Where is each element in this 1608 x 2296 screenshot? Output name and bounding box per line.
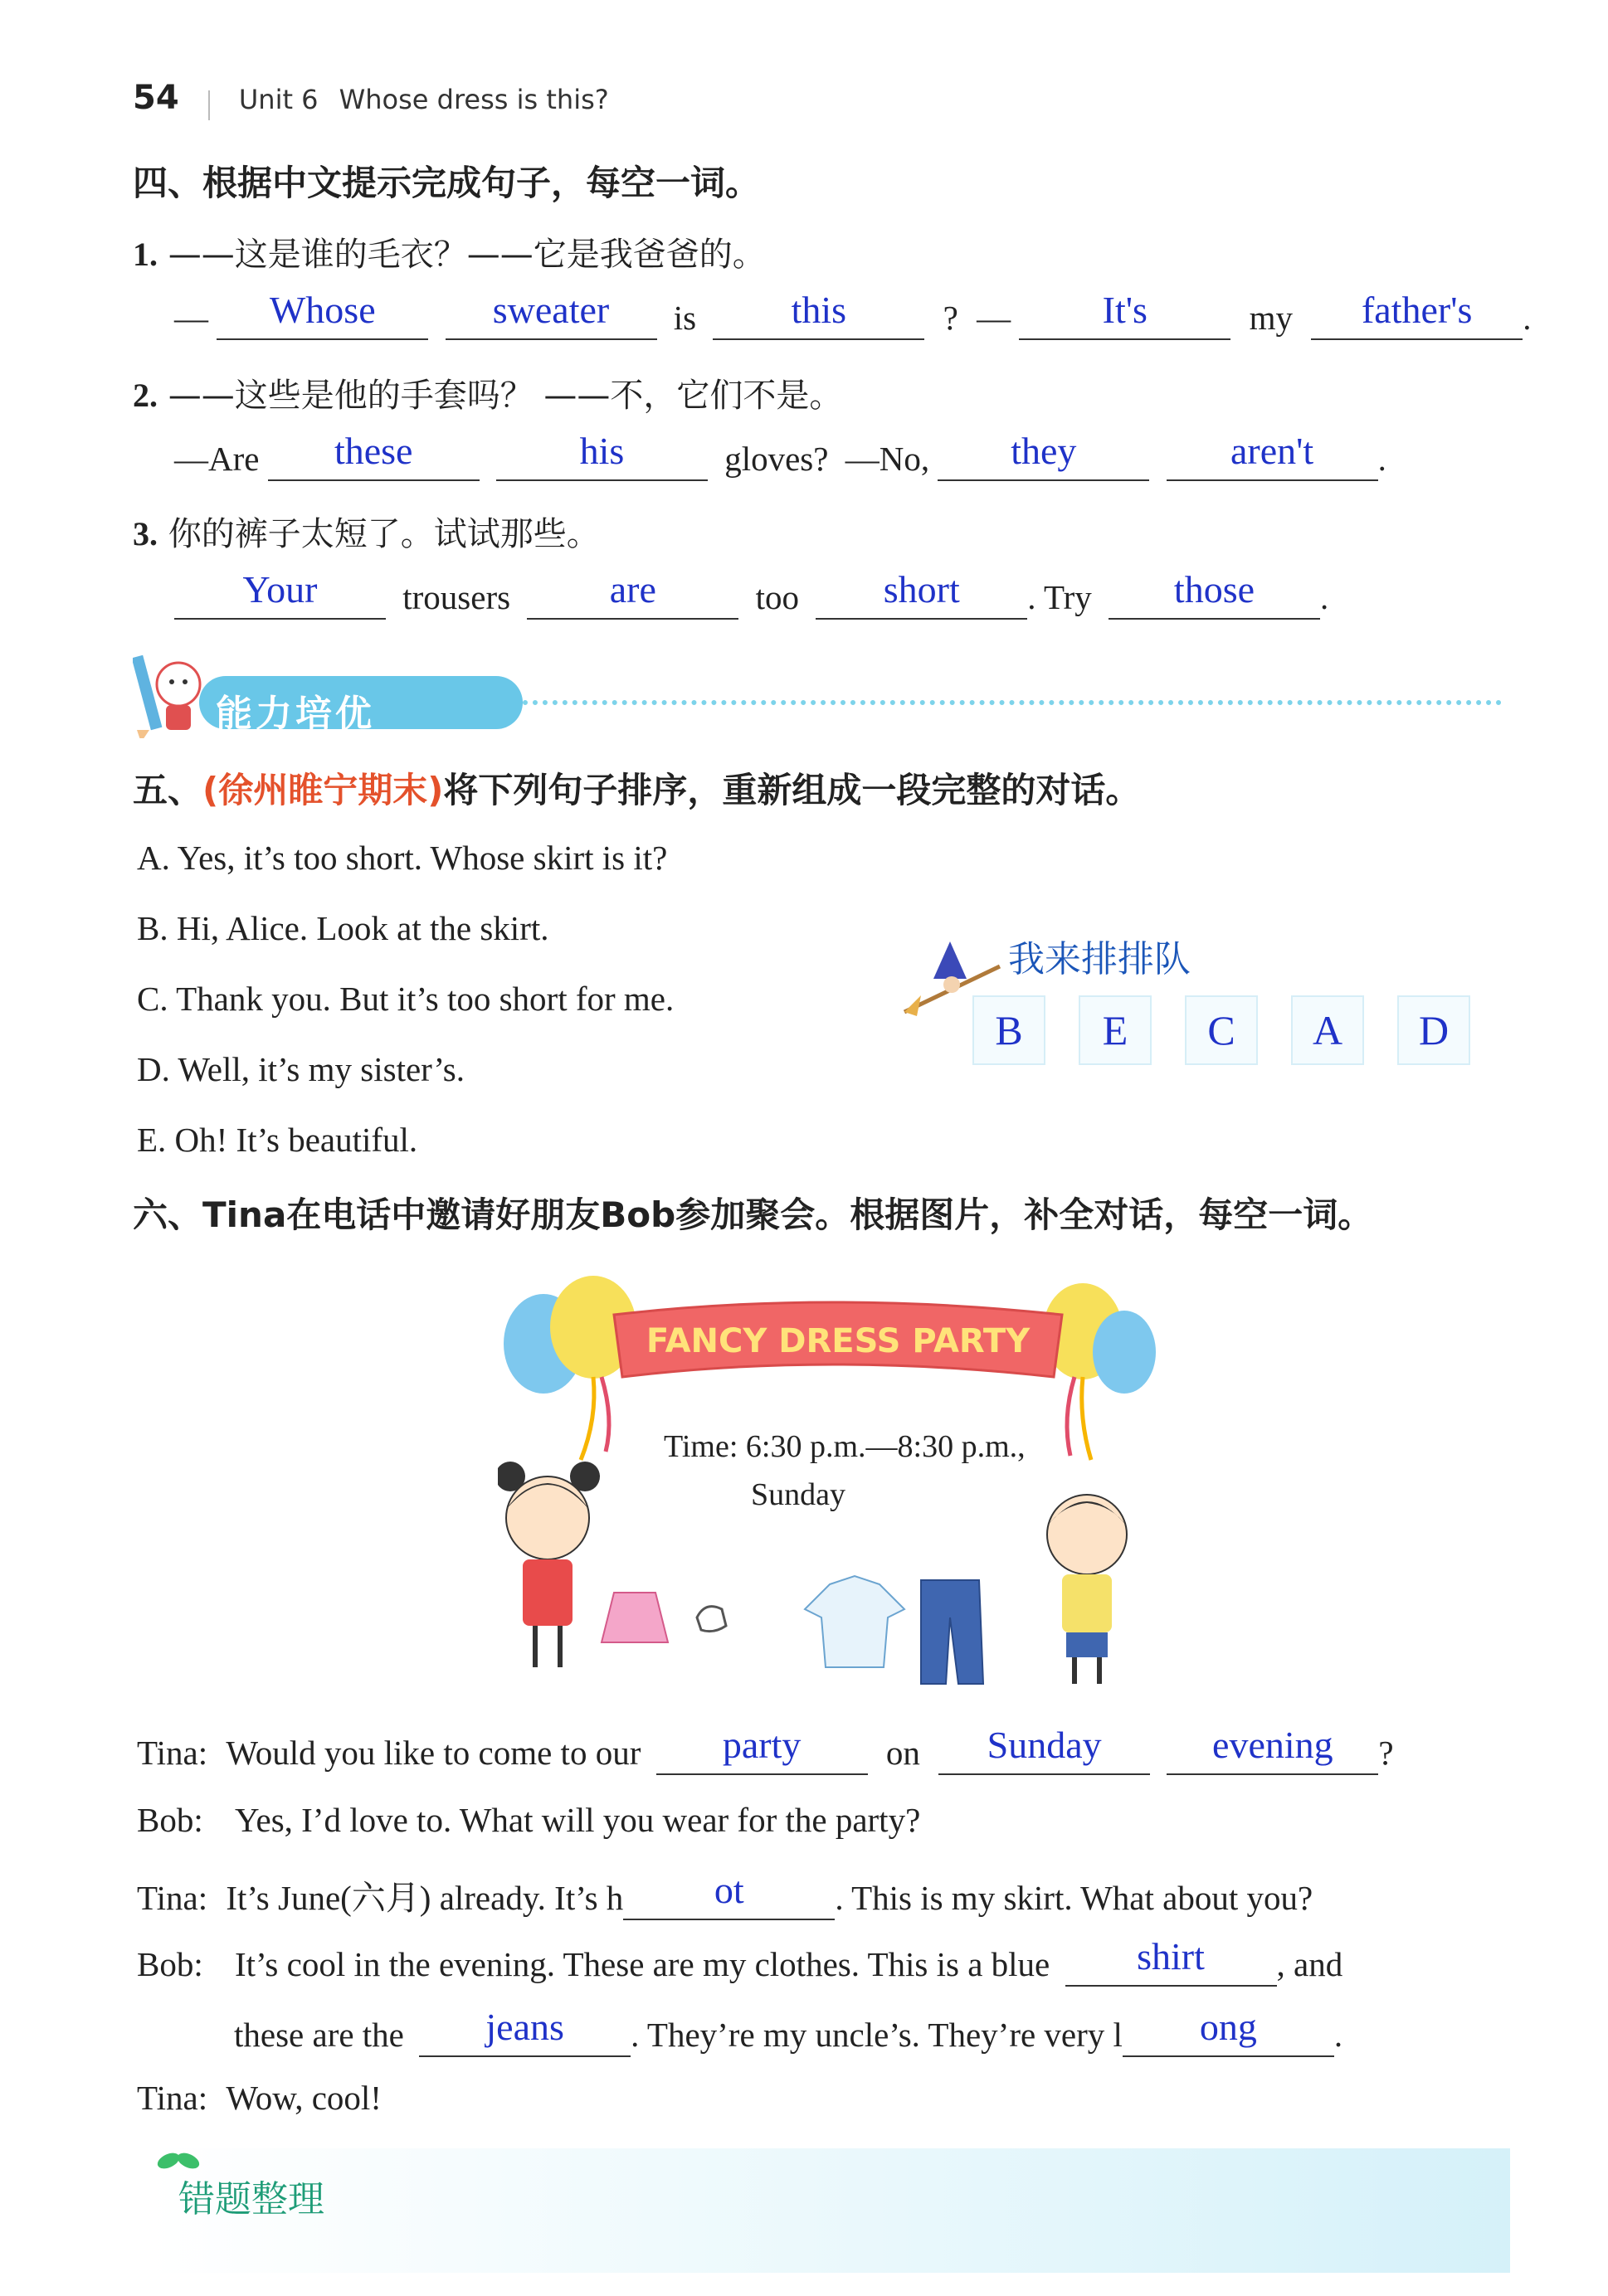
order-box-3: C [1185, 995, 1258, 1065]
q3-answer-1: Your [242, 568, 318, 610]
dialog-line-1 [137, 1724, 1394, 1775]
q1-prompt [133, 228, 766, 275]
period: . [1377, 440, 1386, 478]
page-header [133, 79, 609, 120]
q3-number: 3. [133, 515, 158, 552]
word-my: my [1249, 299, 1293, 337]
q1-answer-1: Whose [269, 289, 376, 331]
q3-chinese: 你的裤子太短了。试试那些。 [168, 515, 600, 553]
sentence-b: B. Hi, Alice. Look at the skirt. [137, 909, 549, 947]
d5-blank-1 [419, 2006, 631, 2057]
q1-blank-3 [713, 289, 924, 340]
d5-answer-1: jeans [485, 2006, 564, 2048]
section6-heading: 六、Tina在电话中邀请好朋友Bob参加聚会。根据图片，补全对话，每空一词。 [133, 1194, 1373, 1235]
speaker-bob: Bob: [137, 1801, 203, 1839]
q1-number: 1. [133, 236, 158, 273]
d4-blank [1065, 1935, 1277, 1987]
order-box-5: D [1397, 995, 1470, 1065]
balloon-icon [1093, 1311, 1156, 1394]
q2-answer-3: they [1011, 430, 1077, 472]
speaker-tina: Tina: [137, 1879, 208, 1917]
unit-label: Unit 6 [238, 84, 319, 115]
d1-answer-2: Sunday [987, 1724, 1102, 1766]
phone-icon [697, 1607, 726, 1632]
q1-answer-line [174, 289, 1532, 340]
order-box-1: B [972, 995, 1045, 1065]
party-day: Sunday [751, 1477, 845, 1512]
q2-blank-3 [938, 430, 1149, 481]
d1-answer-1: party [722, 1724, 802, 1766]
word-trousers: trousers [402, 578, 511, 616]
dialog-line-5 [234, 2006, 1343, 2057]
q2-blank-1 [268, 430, 480, 481]
banner-text: FANCY DRESS PARTY [646, 1322, 1031, 1360]
party-time: Time: 6:30 p.m.—8:30 p.m., [664, 1429, 1026, 1464]
q3-blank-1 [174, 568, 386, 620]
sentence-e: E. Oh! It’s beautiful. [137, 1121, 418, 1159]
boy-icon [1047, 1495, 1127, 1574]
dialog-text: . This is my skirt. What about you? [835, 1879, 1313, 1917]
question-mark: ? [943, 299, 958, 337]
q1-blank-1 [217, 289, 428, 340]
q1-answer-3: this [791, 289, 847, 331]
question-mark: ? [1378, 1734, 1394, 1772]
jeans-icon [921, 1580, 983, 1684]
dotted-divider [523, 700, 1502, 705]
q2-chinese: ——这些是他的手套吗？ ——不，它们不是。 [168, 377, 843, 415]
q2-blank-4 [1167, 430, 1378, 481]
dash: — [174, 299, 208, 337]
q1-blank-4 [1019, 289, 1230, 340]
dialog-text: Wow, cool! [226, 2079, 382, 2117]
pencil-cat-icon [133, 647, 207, 738]
d4-answer: shirt [1137, 1935, 1205, 1977]
dialog-text: . They’re my uncle’s. They’re very l [631, 2016, 1123, 2054]
q1-blank-5 [1311, 289, 1523, 340]
dialog-text: Yes, I’d love to. What will you wear for the party? [235, 1801, 921, 1839]
d5-blank-2 [1123, 2006, 1334, 2057]
d3-blank [623, 1869, 835, 1920]
word-gloves: gloves? [724, 440, 829, 478]
section5-heading [133, 763, 1140, 813]
footer-title: 错题整理 [178, 2178, 324, 2221]
q3-blank-3 [816, 568, 1027, 620]
q2-answer-2: his [579, 430, 625, 472]
dash: — [977, 299, 1011, 337]
d1-blank-3 [1167, 1724, 1378, 1775]
unit-title: Whose dress is this? [339, 84, 609, 115]
section5-instruction: 将下列句子排序，重新组成一段完整的对话。 [443, 770, 1141, 810]
dialog-line-2 [137, 1800, 920, 1840]
word-no: —No, [845, 440, 930, 478]
banner-label: 能力培优 [216, 693, 375, 735]
section-banner [133, 647, 1502, 747]
d1-blank-1 [656, 1724, 868, 1775]
shirt-icon [805, 1576, 904, 1667]
q1-blank-2 [446, 289, 657, 340]
q1-chinese: ——这是谁的毛衣？——它是我爸爸的。 [168, 236, 766, 274]
dialog-text: Would you like to come to our [226, 1734, 641, 1772]
word-are: —Are [174, 440, 260, 478]
q3-prompt [133, 508, 600, 555]
dialog-text: It’s June(六月) already. It’s h [226, 1879, 624, 1917]
girl-icon [506, 1476, 589, 1559]
word-try: . Try [1027, 578, 1092, 616]
q1-answer-5: father's [1361, 289, 1473, 331]
section4-heading: 四、根据中文提示完成句子，每空一词。 [133, 163, 761, 203]
speaker-tina: Tina: [137, 2079, 208, 2117]
dialog-text: It’s cool in the evening. These are my clothes. This is a blue [235, 1945, 1050, 1983]
dialog-line-4 [137, 1935, 1343, 1987]
dialog-line-3 [137, 1870, 1313, 1920]
q1-answer-2: sweater [492, 289, 610, 331]
dialog-text: , and [1276, 1945, 1343, 1983]
d1-answer-3: evening [1212, 1724, 1333, 1766]
speaker-bob: Bob: [137, 1945, 203, 1983]
section5-source: (徐州睢宁期末) [202, 770, 444, 810]
q3-blank-2 [527, 568, 738, 620]
d5-answer-2: ong [1199, 2006, 1257, 2048]
skirt-icon [602, 1593, 668, 1642]
order-box-2: E [1079, 995, 1152, 1065]
q3-answer-3: short [883, 568, 960, 610]
sentence-c: C. Thank you. But it’s too short for me. [137, 980, 675, 1018]
section5-prefix: 五、 [133, 770, 203, 810]
header-divider [208, 90, 210, 120]
order-title: 我来排排队 [1008, 938, 1191, 980]
sentence-d: D. Well, it’s my sister’s. [137, 1050, 465, 1088]
word-is: is [673, 299, 697, 337]
q3-blank-4 [1109, 568, 1320, 620]
word-too: too [755, 578, 799, 616]
q2-prompt [133, 369, 842, 416]
q1-answer-4: It's [1102, 289, 1148, 331]
sentence-a: A. Yes, it’s too short. Whose skirt is it? [137, 839, 668, 877]
q2-blank-2 [496, 430, 708, 481]
footer-bar [149, 2148, 1510, 2273]
q2-answer-4: aren't [1230, 430, 1314, 472]
q2-answer-line [174, 430, 1386, 481]
word-on: on [885, 1734, 920, 1772]
d1-blank-2 [938, 1724, 1150, 1775]
d3-answer: ot [714, 1869, 744, 1911]
q3-answer-line [174, 568, 1329, 620]
period: . [1333, 2016, 1343, 2054]
q3-answer-2: are [609, 568, 656, 610]
period: . [1319, 578, 1329, 616]
dialog-text: these are the [234, 2016, 404, 2054]
q2-answer-1: these [334, 430, 413, 472]
speaker-tina: Tina: [137, 1734, 208, 1772]
period: . [1523, 299, 1532, 337]
dialog-line-6 [137, 2078, 382, 2118]
page-number: 54 [133, 79, 179, 117]
q2-number: 2. [133, 377, 158, 414]
q3-answer-4: those [1173, 568, 1255, 610]
order-box-4: A [1291, 995, 1364, 1065]
